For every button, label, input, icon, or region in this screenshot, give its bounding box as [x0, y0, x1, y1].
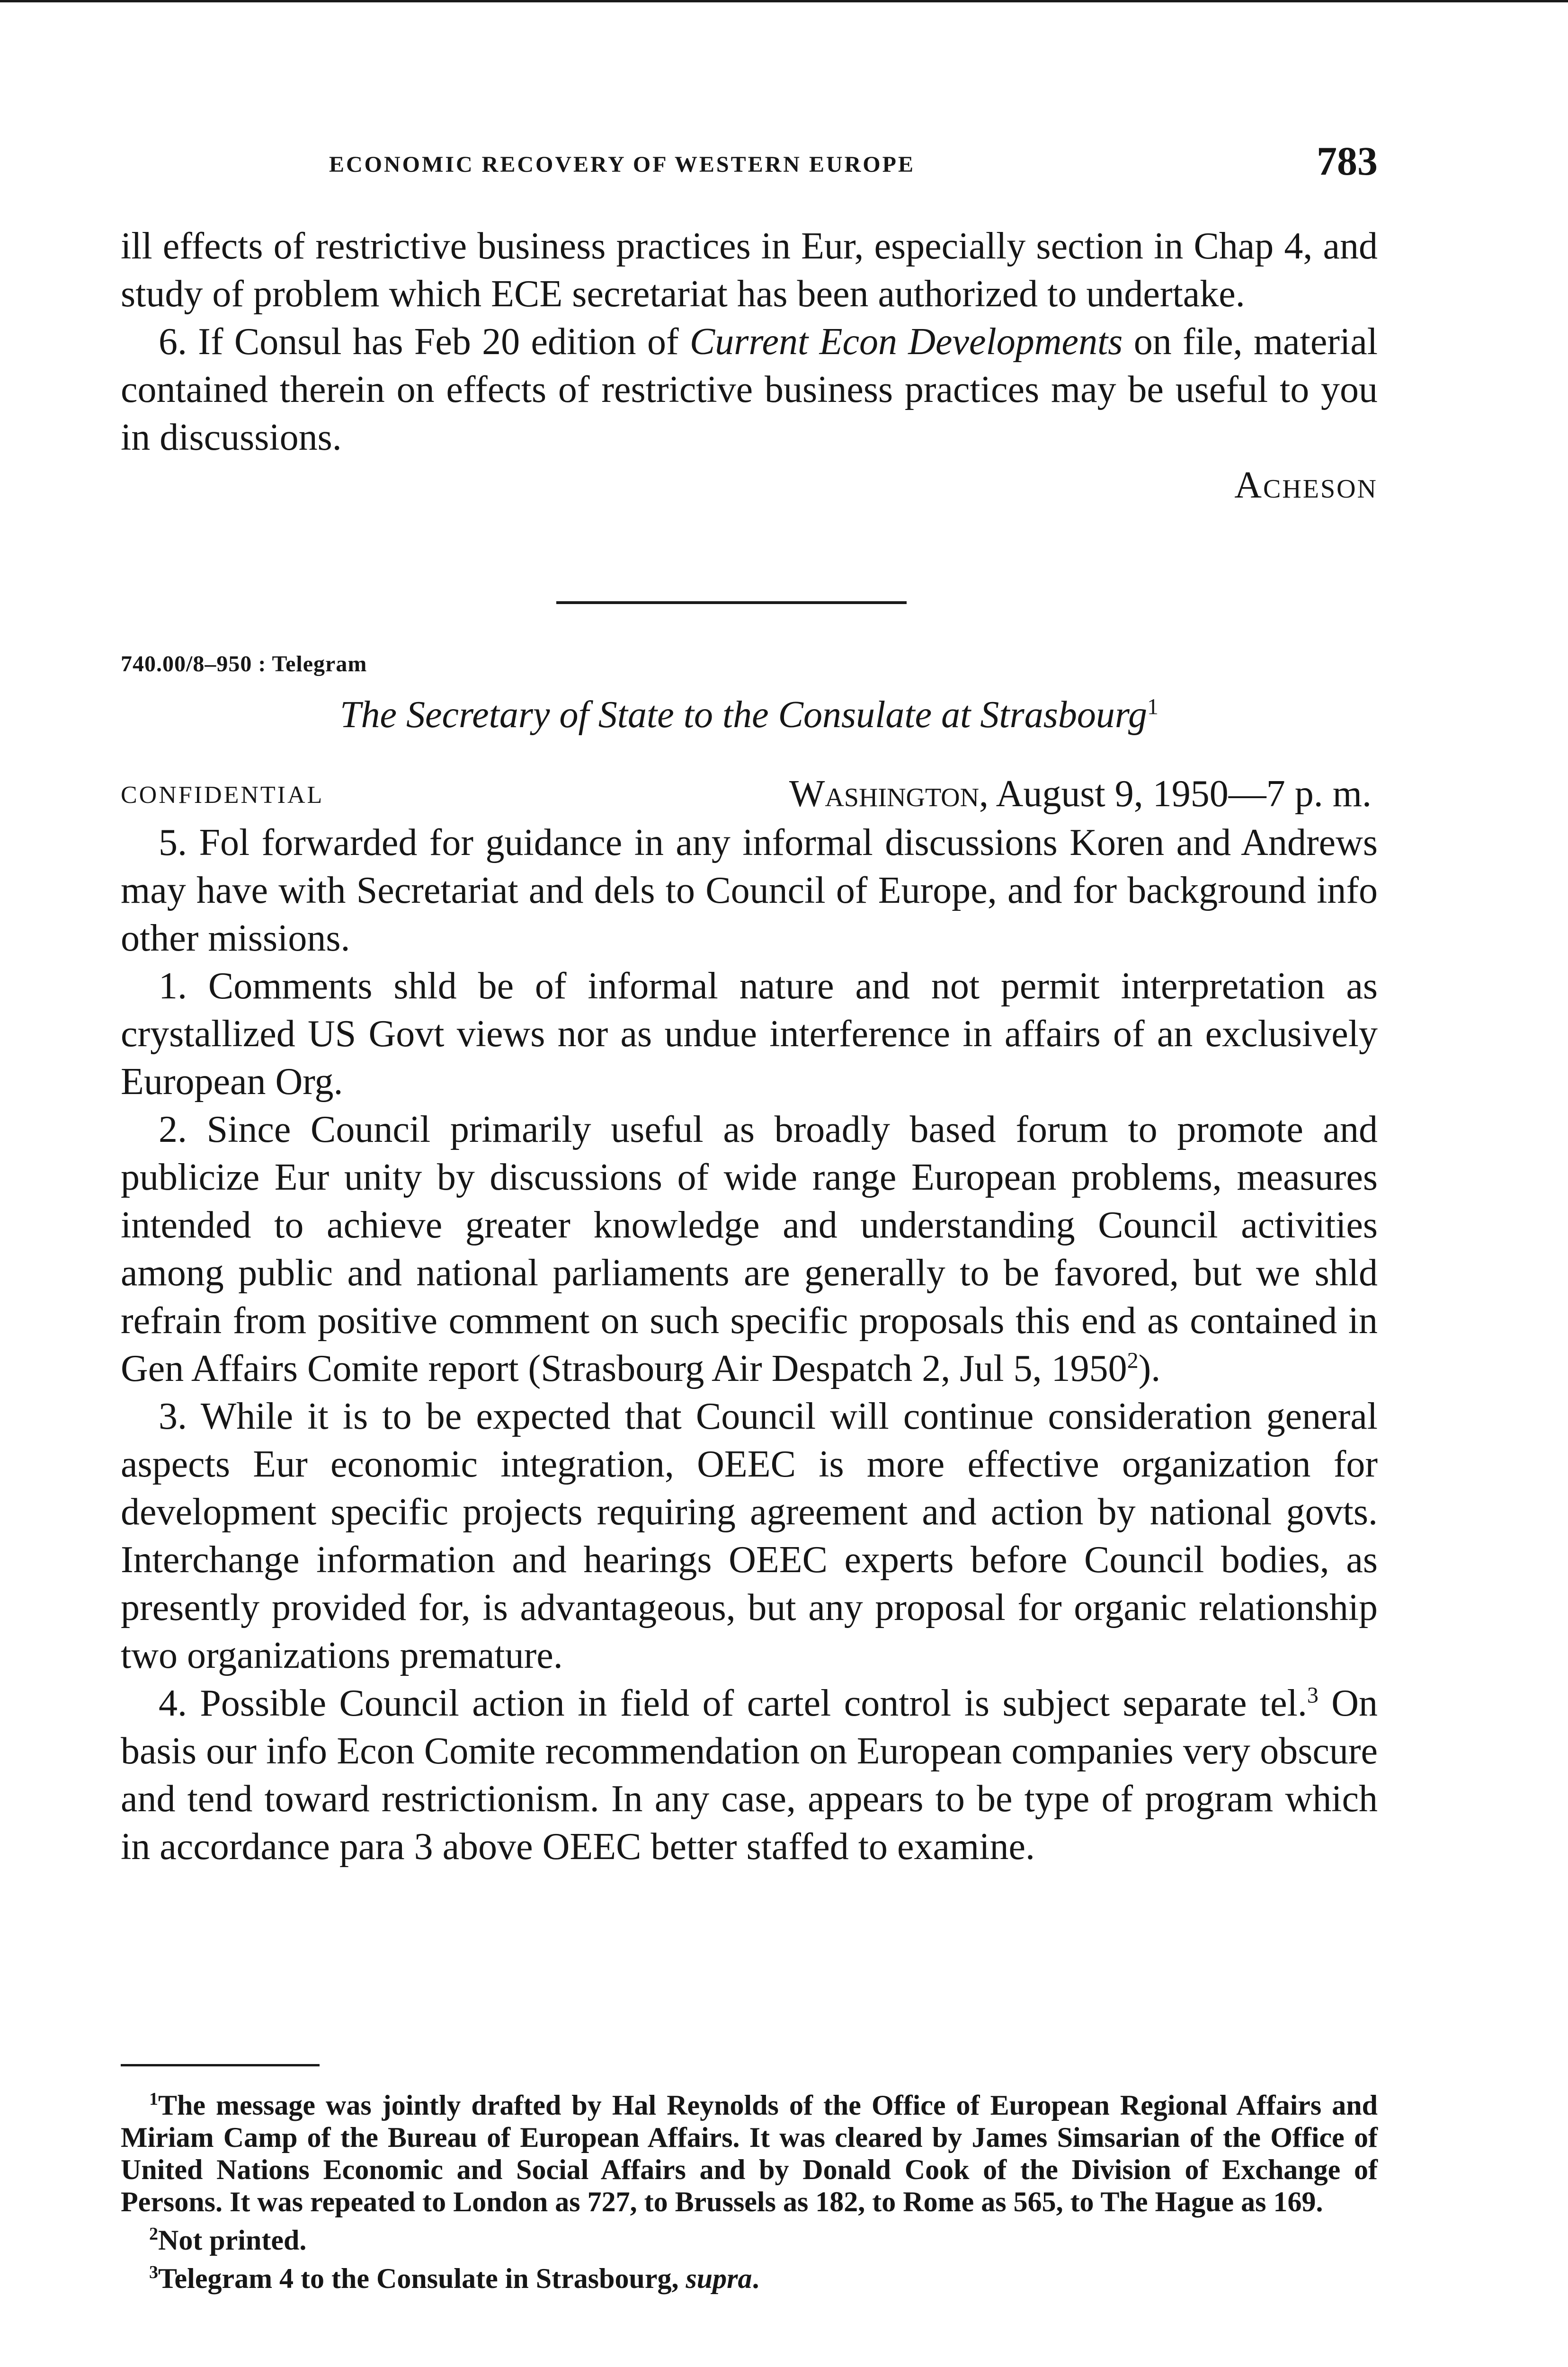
footnote-3-end: .: [752, 2263, 759, 2294]
paragraph-5: 5. Fol forwarded for guidance in any informal discussions Koren and Andrews may have with Secretariat and dels to Council of Europe, and for background info other missions.: [121, 822, 1378, 959]
continuation-text: [121, 222, 1378, 509]
page-number: 783: [1317, 138, 1378, 184]
running-head: [121, 137, 1378, 189]
paragraph-6-start: 6. If Consul has Feb 20 edition of: [159, 321, 690, 363]
footnotes: [121, 2083, 1378, 2295]
paragraph-4-start: 4. Possible Council action in field of cartel control is subject separate tel.: [159, 1682, 1307, 1724]
paragraph-6-end: on file, material contained therein on effects of restrictive business practices may be useful to you in discussions.: [121, 321, 1378, 458]
footnote-1-mark: 1: [149, 2089, 158, 2109]
footnote-3: [121, 2256, 1378, 2295]
heading-footnote-mark: 1: [1147, 694, 1159, 720]
section-divider: [556, 601, 907, 604]
document-heading: [121, 694, 1378, 737]
publication-title: Current Econ Developments: [689, 321, 1123, 363]
date: August 9, 1950—7 p. m.: [989, 773, 1372, 815]
continuation-paragraph: ill effects of restrictive business practices in Eur, especially section in Chap 4, and study of problem which ECE secretariat has been authorized to undertake.: [121, 225, 1378, 315]
footnote-mark-3: 3: [1307, 1682, 1319, 1708]
telegram-body: [121, 819, 1378, 1871]
footnote-1: [121, 2083, 1378, 2218]
paragraph-2-end: ).: [1138, 1348, 1161, 1389]
footnote-1-text: The message was jointly drafted by Hal Reynolds of the Office of European Regional Affairs and Miriam Camp of the Bureau of European Affairs. It was cleared by James Simsarian of the Office of United Nations Economic and Social Affairs and by Donald Cook of the Division of Exchange of Persons. It was repeated to London as 727, to Brussels as 182, to Rome as 565, to The Hague as 169.: [121, 2090, 1378, 2217]
footnote-rule: [121, 2064, 320, 2066]
footnote-3-italic: supra: [686, 2263, 752, 2294]
paragraph-6: [121, 318, 1378, 462]
paragraph-2: [121, 1106, 1378, 1393]
classification: CONFIDENTIAL: [121, 782, 324, 809]
paragraph-2-text: 2. Since Council primarily useful as broadly based forum to promote and publicize Eur unity by discussions of wide range European problems, measures intended to achieve greater knowledge and understanding Council activities among public and national parliaments are generally to be favored, but we shld refrain from positive comment on such specific proposals this end as contained in Gen Affairs Comite report (Strasbourg Air Despatch 2, Jul 5, 1950: [121, 1109, 1378, 1389]
running-title: ECONOMIC RECOVERY OF WESTERN EUROPE: [329, 152, 915, 177]
footnote-2: [121, 2218, 1378, 2256]
footnote-2-text: Not printed.: [158, 2225, 307, 2256]
place-date: [789, 773, 1372, 816]
top-border: [0, 0, 1568, 2]
file-reference: 740.00/8–950 : Telegram: [121, 651, 367, 676]
paragraph-1: 1. Comments shld be of informal nature and not permit interpretation as crystallized US Govt views nor as undue interference in affairs of an exclusively European Org.: [121, 965, 1378, 1103]
footnote-2-mark: 2: [149, 2224, 158, 2244]
paragraph-3: 3. While it is to be expected that Council will continue consideration general aspects Eur economic integration, OEEC is more effective organization for development specific projects requiring agreement and action by national govts. Interchange information and hearings OEEC experts before Council bodies, as presently provided for, is advantageous, but any proposal for organic relationship two organizations premature.: [121, 1396, 1378, 1676]
footnote-3-text: Telegram 4 to the Consulate in Strasbourg,: [158, 2263, 686, 2294]
paragraph-4-end: On basis our info Econ Comite recommendation on European companies very obscure and tend toward restrictionism. In any case, appears to be type of program which in accordance para 3 above OEEC better staffed to examine.: [121, 1682, 1378, 1868]
paragraph-4: [121, 1680, 1378, 1871]
document-heading-text: The Secretary of State to the Consulate at Strasbourg: [339, 694, 1148, 736]
place: Washington,: [789, 773, 989, 815]
signature: Acheson: [1234, 464, 1378, 506]
footnote-mark-2: 2: [1127, 1348, 1139, 1373]
footnote-3-mark: 3: [149, 2262, 158, 2282]
